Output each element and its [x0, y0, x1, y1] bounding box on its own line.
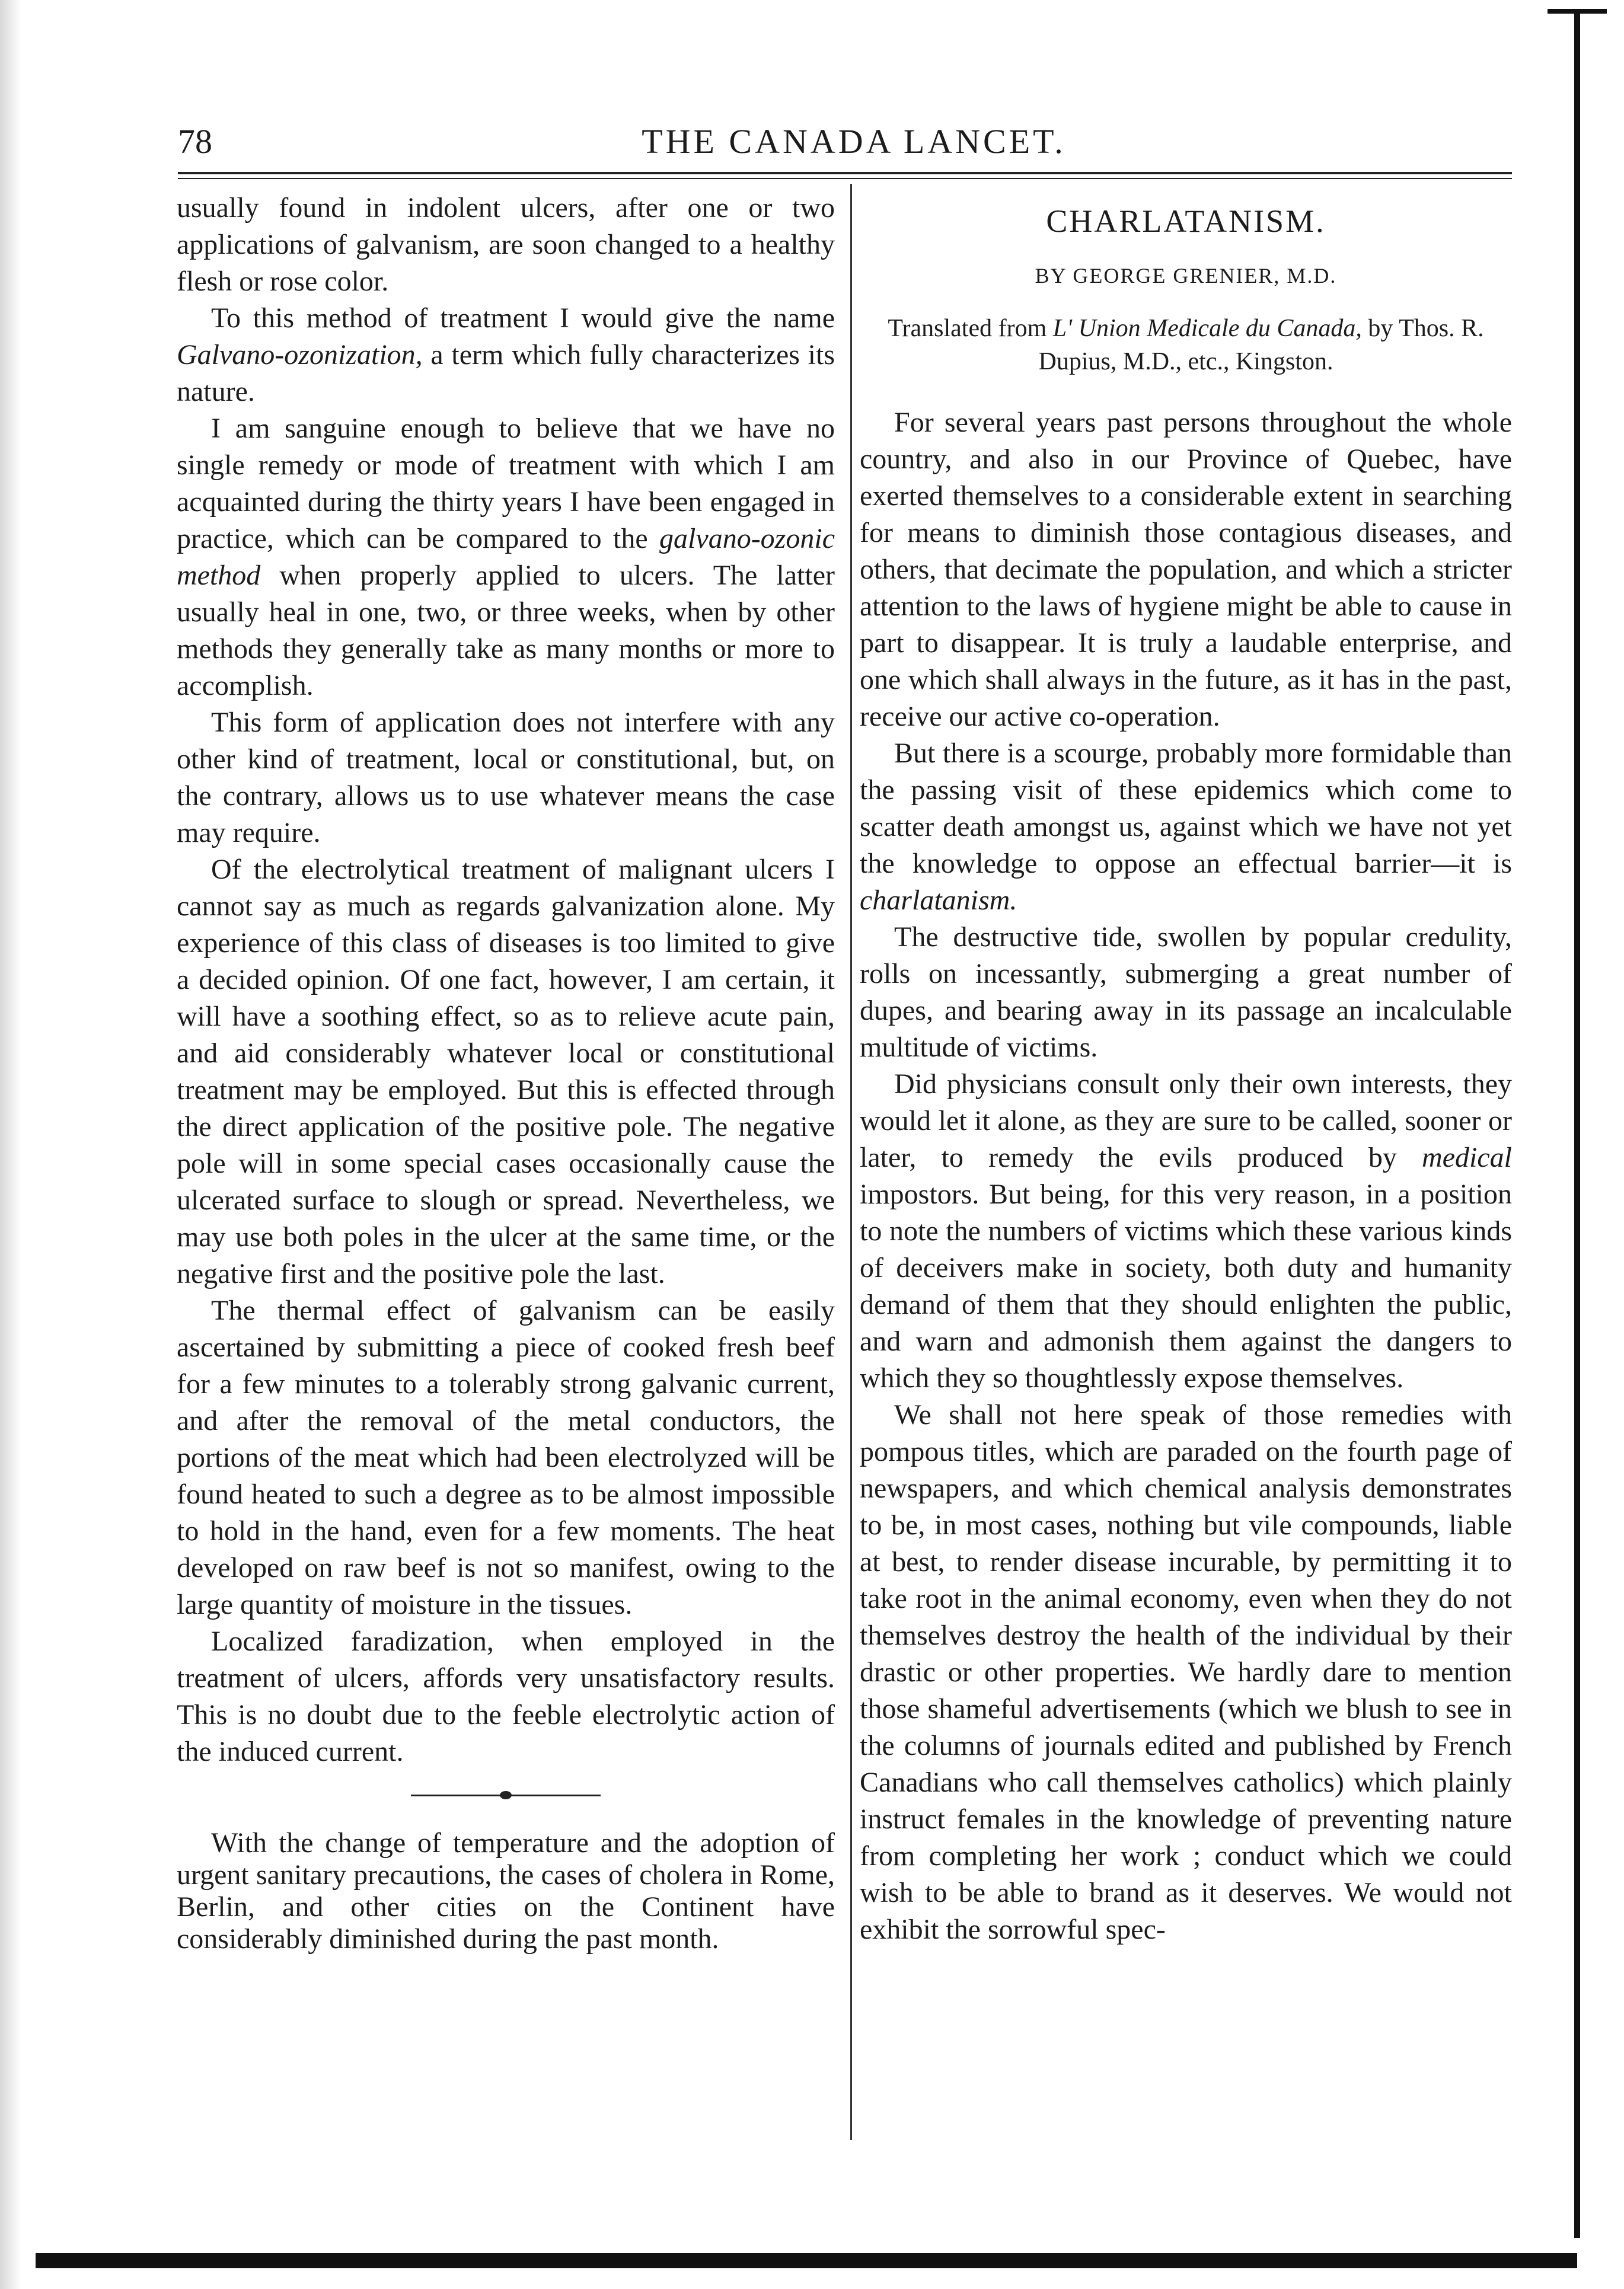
italic-term: charlatanism.: [860, 885, 1017, 916]
italic-term: Galvano-ozonization,: [177, 339, 423, 371]
paragraph-scourge: [860, 735, 1512, 919]
page-number: 78: [178, 122, 212, 161]
paragraph-form-of-application: This form of application does not interfere with any other kind of treatment, local or constitutional, but, on the contrary, allows us to use whatever means the case may require.: [177, 707, 835, 848]
text: To this method of treatment I would give the name: [211, 302, 835, 334]
paragraph-several-years: For several years past persons throughout the whole country, and also in our Province of Quebec, have exerted themselves to a considerable extent in searching for means to diminish those contagious diseases, and others, that decimate the population, and which a stricter attention to the laws of hygiene might be able to cause in part to disappear. It is truly a laudable enterprise, and one which shall always in the future, as it has in the past, receive our active co-operation.: [860, 407, 1512, 732]
paragraph-remedies: We shall not here speak of those remedies with pompous titles, which are paraded on the fourth page of newspapers, and which chemical analysis demonstrates to be, in most cases, nothing but vile compounds, liable at best, to render disease incurable, by permitting it to take root in the animal economy, even when they do not themselves destroy the health of the individual by their drastic or other properties. We hardly dare to mention those shameful advertisements (which we blush to see in the columns of journals edited and published by French Canadians who call themselves catholics) which plainly instruct females in the knowledge of preventing nature from completing her work ; conduct which we could wish to be able to brand as it deserves. We would not exhibit the sorrowful spec-: [860, 1399, 1512, 1945]
page-header: [178, 122, 1530, 175]
article-title: CHARLATANISM.: [1046, 203, 1326, 239]
italic-term: galvano-ozonic method: [177, 523, 835, 591]
paragraph-continuation: usually found in indolent ulcers, after one or two applications of galvanism, are soon changed to a healthy flesh or rose color.: [177, 192, 835, 297]
text: Did physicians consult only their own interests, they would let it alone, as they are sure to be called, sooner or later, to remedy the evils produced by: [860, 1068, 1512, 1173]
text: by Thos. R. Dupius, M.D., etc., Kingston.: [1038, 315, 1484, 375]
running-head: THE CANADA LANCET.: [642, 122, 1066, 161]
italic-term: medical: [1422, 1142, 1512, 1173]
journal-title: L' Union Medicale du Canada,: [1052, 315, 1362, 342]
scan-edge-shadow: [0, 0, 21, 2289]
cholera-note: With the change of temperature and the adoption of urgent sanitary precautions, the cases of cholera in Rome, Berlin, and other cities on the Continent have considerably diminished during the past month.: [177, 1827, 835, 1955]
paragraph-physicians: [860, 1066, 1512, 1397]
paragraph-galvano-ozonization: [177, 300, 835, 410]
paragraph-electrolytical: Of the electrolytical treatment of malignant ulcers I cannot say as much as regards galvanization alone. My experience of this class of diseases is too limited to give a decided opinion. Of one fact, however, I am certain, it will have a soothing effect, so as to relieve acute pain, and aid considerably whatever local or constitutional treatment may be employed. But this is effected through the direct application of the positive pole. The negative pole will in some special cases occasionally cause the ulcerated surface to slough or spread. Nevertheless, we may use both poles in the ulcer at the same time, or the negative first and the positive pole the last.: [177, 854, 835, 1289]
paragraph-sanguine: [177, 410, 835, 704]
scan-border-right: [1574, 9, 1580, 2238]
paragraph-faradization: Localized faradization, when employed in the treatment of ulcers, affords very unsatisfactory results. This is no doubt due to the feeble electrolytic action of the induced current.: [177, 1626, 835, 1767]
paragraph-destructive-tide: The destructive tide, swollen by popular credulity, rolls on incessantly, submerging a great number of dupes, and bearing away in its passage an incalculable multitude of victims.: [860, 921, 1512, 1063]
right-column: [860, 190, 1512, 1948]
text: But there is a scourge, probably more formidable than the passing visit of these epidemics which come to scatter death amongst us, against which we have not yet the knowledge to oppose an effectual barrier—it is: [860, 738, 1512, 879]
section-separator: [411, 1790, 601, 1800]
column-divider: [850, 184, 852, 2140]
article-byline: BY GEORGE GRENIER, M.D.: [1035, 264, 1337, 288]
text: impostors. But being, for this very reason, in a position to note the numbers of victims which these various kinds of deceivers make in society, both duty and humanity demand of them that they should enlighten the public, and warn and admonish them against the dangers to which they so thoughtlessly expose themselves.: [860, 1179, 1512, 1394]
text: Translated from: [888, 315, 1053, 342]
separator-ornament: [500, 1791, 512, 1799]
text: ulcers. The latter usually heal in one, two, or three weeks, when by other methods they generally take as many months or more to accomplish.: [177, 560, 835, 701]
scan-border-bottom: [36, 2253, 1577, 2268]
paragraph-thermal-effect: The thermal effect of galvanism can be easily ascertained by submitting a piece of cooked fresh beef for a few minutes to a tolerably strong galvanic current, and after the removal of the metal conductors, the portions of the meat which had been electrolyzed will be found heated to such a degree as to be almost impossible to hold in the hand, even for a few moments. The heat developed on raw beef is not so manifest, owing to the large quantity of moisture in the tissues.: [177, 1295, 835, 1620]
text: when properly applied to: [260, 560, 601, 591]
translation-credit: [860, 312, 1512, 378]
text: a term which fully characterizes its nature.: [177, 339, 835, 407]
header-rule: [178, 172, 1512, 179]
text: I am sanguine enough to believe that we have no single remedy or mode of treatment with which I am acquainted during the thirty years I have been engaged in practice, which can be compared to the: [177, 413, 835, 554]
left-column: [177, 190, 835, 1955]
